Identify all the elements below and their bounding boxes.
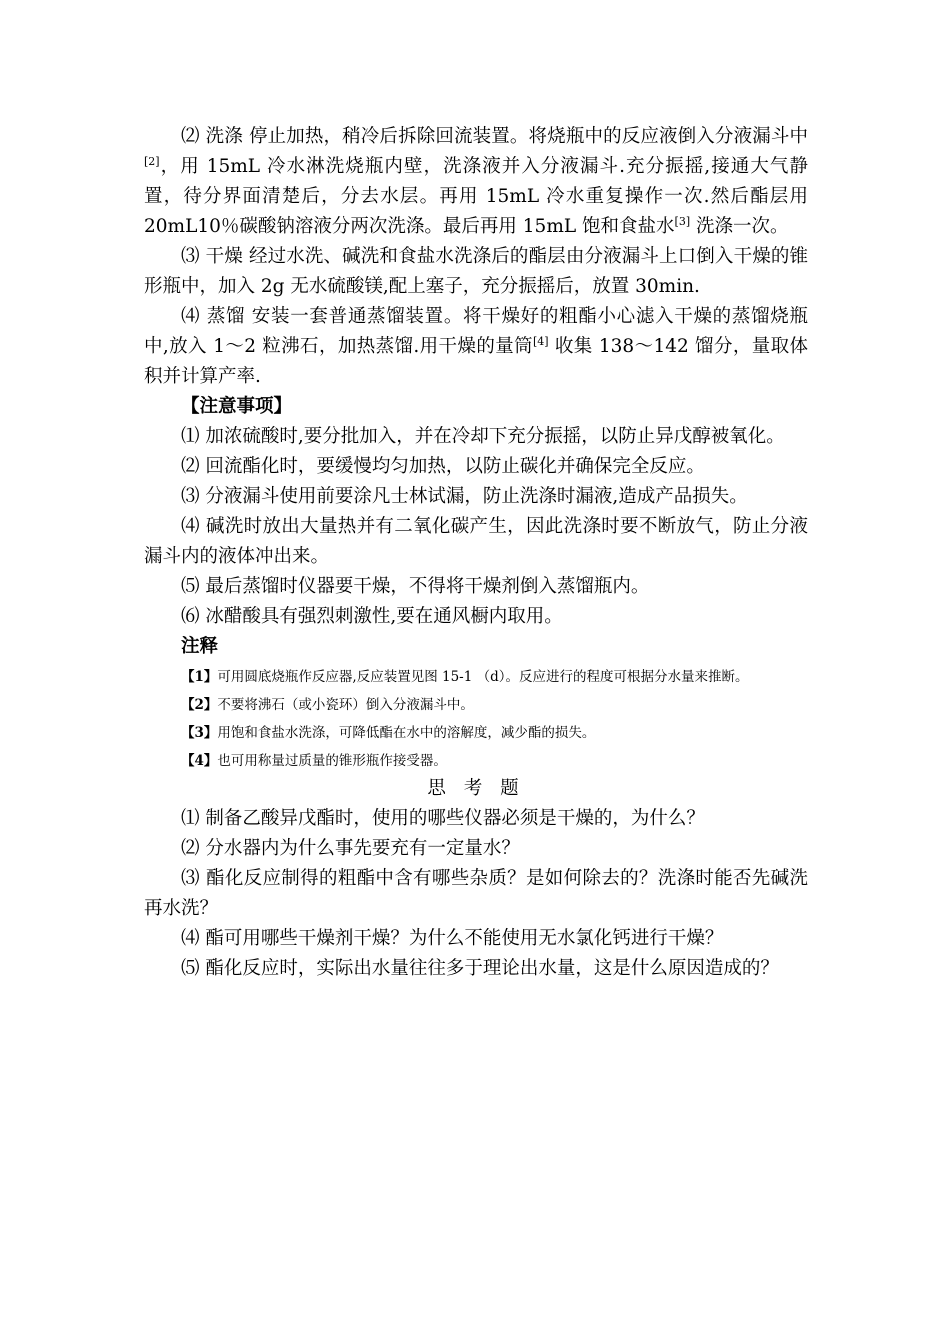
procedure-step-3 — [144, 242, 808, 302]
caution-item: ⑶ 分液漏斗使用前要涂凡士林试漏，防止洗涤时漏液,造成产品损失。 — [181, 486, 748, 507]
footnote-ref: [3] — [674, 214, 691, 228]
note-text: 可用圆底烧瓶作反应器,反应装置见图 15-1 （d）。反应进行的程度可根据分水量来推断。 — [217, 669, 749, 685]
question-item: ⑴ 制备乙酸异戊酯时，使用的哪些仪器必须是干燥的，为什么？ — [181, 808, 705, 829]
caution-item: ⑷ 碱洗时放出大量热并有二氧化碳产生，因此洗涤时要不断放气，防止分液漏斗内的液体冲出来。 — [144, 516, 808, 567]
note-item — [144, 720, 808, 746]
note-tag: 【1】 — [181, 669, 218, 685]
step-text: 洗涤一次。 — [690, 216, 789, 237]
question-item: ⑸ 酯化反应时，实际出水量往往多于理论出水量，这是什么原因造成的？ — [181, 958, 779, 979]
document-body — [144, 122, 808, 984]
step-text: 蒸馏 安装一套普通蒸馏装置。将干燥好的粗酯小心滤入干燥的蒸馏烧瓶中,放入 1～2 粒沸石，加热蒸馏.用干燥的量筒 — [144, 306, 808, 357]
caution-item: ⑸ 最后蒸馏时仪器要干燥，不得将干燥剂倒入蒸馏瓶内。 — [181, 576, 650, 597]
step-number: ⑶ — [181, 246, 200, 267]
note-item — [144, 692, 808, 718]
note-text: 不要将沸石（或小瓷环）倒入分液漏斗中。 — [217, 697, 474, 713]
note-item — [144, 664, 808, 690]
footnote-ref: [4] — [532, 334, 549, 348]
caution-item: ⑵ 回流酯化时，要缓慢均匀加热，以防止碳化并确保完全反应。 — [181, 456, 705, 477]
note-text: 也可用称量过质量的锥形瓶作接受器。 — [217, 753, 447, 769]
note-tag: 【2】 — [181, 697, 218, 713]
note-text: 用饱和食盐水洗涤，可降低酯在水中的溶解度，减少酯的损失。 — [217, 725, 596, 741]
step-number: ⑷ — [181, 306, 201, 327]
step-text: 洗涤 停止加热，稍冷后拆除回流装置。将烧瓶中的反应液倒入分液漏斗中 — [205, 126, 808, 147]
procedure-step-4 — [144, 302, 808, 392]
step-text: 干燥 经过水洗、碱洗和食盐水洗涤后的酯层由分液漏斗上口倒入干燥的锥形瓶中，加入 2g 无水硫酸镁,配上塞子，充分振摇后，放置 30min. — [144, 246, 808, 297]
footnote-ref: [2] — [144, 154, 160, 168]
question-item: ⑵ 分水器内为什么事先要充有一定量水？ — [181, 838, 520, 859]
note-tag: 【4】 — [181, 753, 218, 769]
step-text: ，用 15mL 冷水淋洗烧瓶内壁，洗涤液并入分液漏斗.充分振摇,接通大气静置，待分界面清楚后，分去水层。再用 15mL 冷水重复操作一次.然后酯层用 20mL10％碳酸钠溶液分两次洗涤。最后再用 15mL 饱和食盐水 — [144, 156, 808, 237]
question-item: ⑷ 酯可用哪些干燥剂干燥？为什么不能使用无水氯化钙进行干燥？ — [181, 928, 724, 949]
procedure-step-2 — [144, 122, 808, 242]
cautions-heading: 【注意事项】 — [181, 396, 293, 417]
caution-item: ⑴ 加浓硫酸时,要分批加入，并在冷却下充分振摇，以防止异戊醇被氧化。 — [181, 426, 785, 447]
caution-item: ⑹ 冰醋酸具有强烈刺激性,要在通风橱内取用。 — [181, 606, 563, 627]
question-item: ⑶ 酯化反应制得的粗酯中含有哪些杂质？是如何除去的？洗涤时能否先碱洗再水洗？ — [144, 868, 808, 919]
step-number: ⑵ — [181, 126, 200, 147]
note-tag: 【3】 — [181, 725, 218, 741]
step-text: 收集 138～142 馏分，量取体积并计算产率. — [144, 336, 808, 387]
questions-heading: 思 考 题 — [427, 778, 525, 799]
notes-heading: 注释 — [181, 636, 219, 657]
note-item — [144, 748, 808, 774]
